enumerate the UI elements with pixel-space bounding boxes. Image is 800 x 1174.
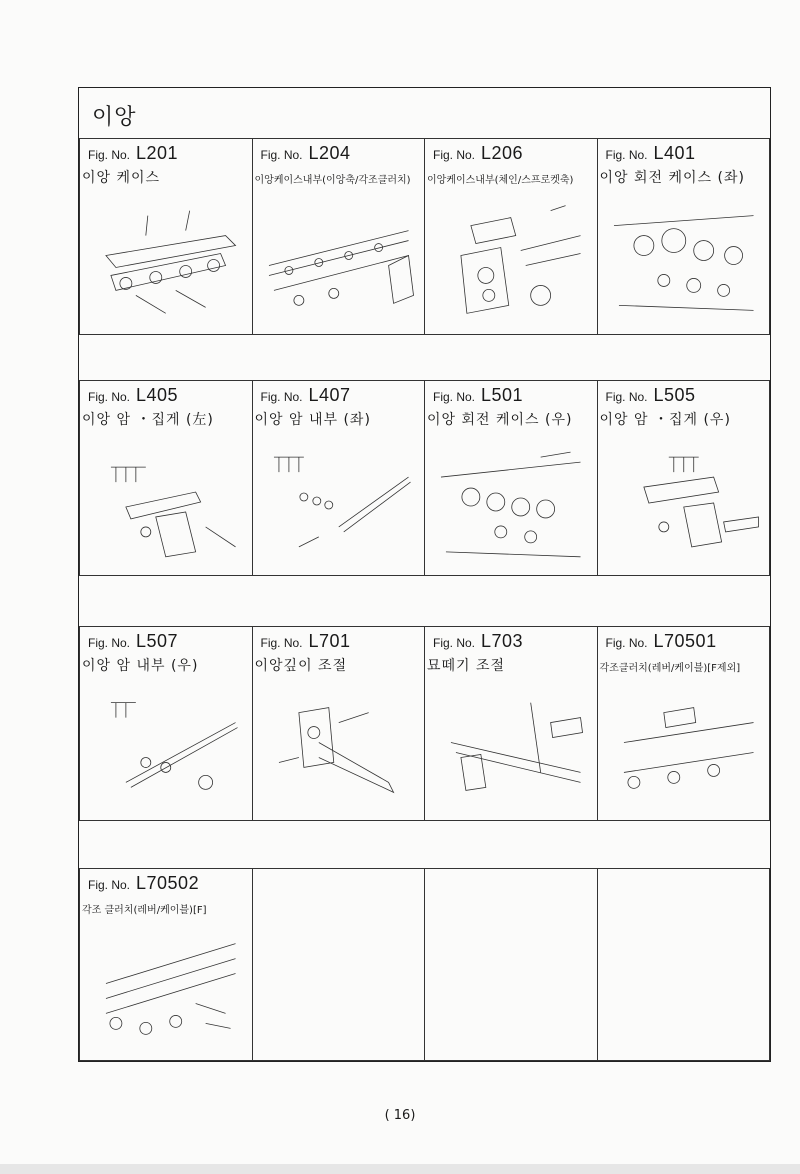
fig-title: 이앙 회전 케이스 (좌): [599, 170, 745, 186]
figure-cell[interactable]: [424, 626, 597, 821]
fig-code: L501: [481, 385, 524, 405]
page-number: ( 16): [384, 1108, 416, 1123]
fig-prefix: Fig. No.: [88, 878, 131, 892]
fig-code: L407: [308, 385, 351, 405]
fig-title: 각조 클러치(레버/케이블)[F]: [82, 905, 207, 916]
fig-title: 각조클러치(레버/케이블)[F제외]: [599, 663, 741, 674]
fig-code: L70502: [136, 873, 200, 893]
figure-cell[interactable]: [597, 626, 771, 821]
fig-prefix: Fig. No.: [605, 390, 648, 404]
fig-prefix: Fig. No.: [88, 636, 131, 650]
fig-prefix: Fig. No.: [433, 148, 476, 162]
fig-code: L70501: [653, 631, 717, 651]
fig-code: L204: [308, 143, 351, 163]
fig-code: L703: [481, 631, 524, 651]
figure-cell[interactable]: [79, 868, 252, 1061]
fig-code: L507: [136, 631, 179, 651]
fig-prefix: Fig. No.: [260, 390, 303, 404]
figure-row-2: [79, 380, 770, 576]
figure-row-1: [79, 138, 770, 335]
figure-cell[interactable]: [424, 138, 597, 335]
parts-diagram-icon: [86, 921, 246, 1056]
parts-diagram-icon: [259, 679, 419, 816]
figure-cell[interactable]: [597, 138, 771, 335]
fig-title: 이앙 암 ・집게 (左): [82, 412, 214, 428]
fig-title: 이앙케이스내부(체인/스프로켓축): [427, 175, 574, 186]
fig-title: 이앙깊이 조절: [254, 658, 348, 674]
fig-prefix: Fig. No.: [260, 636, 303, 650]
empty-cell: [597, 868, 771, 1061]
parts-diagram-icon: [431, 433, 591, 571]
figure-row-4: [79, 868, 770, 1061]
fig-code: L206: [481, 143, 524, 163]
figure-cell[interactable]: [79, 138, 252, 335]
fig-prefix: Fig. No.: [88, 148, 131, 162]
fig-code: L201: [136, 143, 179, 163]
fig-code: L405: [136, 385, 179, 405]
fig-prefix: Fig. No.: [433, 390, 476, 404]
parts-diagram-icon: [604, 679, 764, 816]
figure-cell[interactable]: [424, 380, 597, 576]
empty-cell: [424, 868, 597, 1061]
fig-prefix: Fig. No.: [88, 390, 131, 404]
figure-cell[interactable]: [252, 380, 425, 576]
fig-title: 이앙 암 ・집게 (우): [599, 412, 731, 428]
parts-diagram-icon: [604, 433, 764, 571]
fig-title: 묘떼기 조절: [427, 658, 506, 674]
parts-diagram-icon: [259, 191, 419, 330]
figure-row-3: [79, 626, 770, 821]
fig-title: 이앙 암 내부 (우): [82, 658, 199, 674]
parts-diagram-icon: [604, 191, 764, 330]
fig-title: 이앙 케이스: [82, 170, 161, 186]
section-title: 이앙: [92, 105, 137, 130]
fig-title: 이앙 회전 케이스 (우): [427, 412, 573, 428]
fig-title: 이앙 암 내부 (좌): [254, 412, 371, 428]
fig-prefix: Fig. No.: [260, 148, 303, 162]
fig-prefix: Fig. No.: [605, 148, 648, 162]
parts-diagram-icon: [431, 191, 591, 330]
fig-title: 이앙케이스내부(이앙축/각조클러치): [254, 175, 411, 186]
parts-diagram-icon: [259, 433, 419, 571]
fig-code: L701: [308, 631, 351, 651]
parts-diagram-icon: [86, 433, 246, 571]
fig-code: L401: [653, 143, 696, 163]
empty-cell: [252, 868, 425, 1061]
figure-cell[interactable]: [252, 138, 425, 335]
parts-diagram-icon: [431, 679, 591, 816]
figure-cell[interactable]: [252, 626, 425, 821]
scan-edge: [0, 1164, 800, 1174]
fig-prefix: Fig. No.: [605, 636, 648, 650]
figure-cell[interactable]: [597, 380, 771, 576]
parts-diagram-icon: [86, 679, 246, 816]
fig-prefix: Fig. No.: [433, 636, 476, 650]
figure-cell[interactable]: [79, 380, 252, 576]
parts-diagram-icon: [86, 191, 246, 330]
fig-code: L505: [653, 385, 696, 405]
figure-cell[interactable]: [79, 626, 252, 821]
